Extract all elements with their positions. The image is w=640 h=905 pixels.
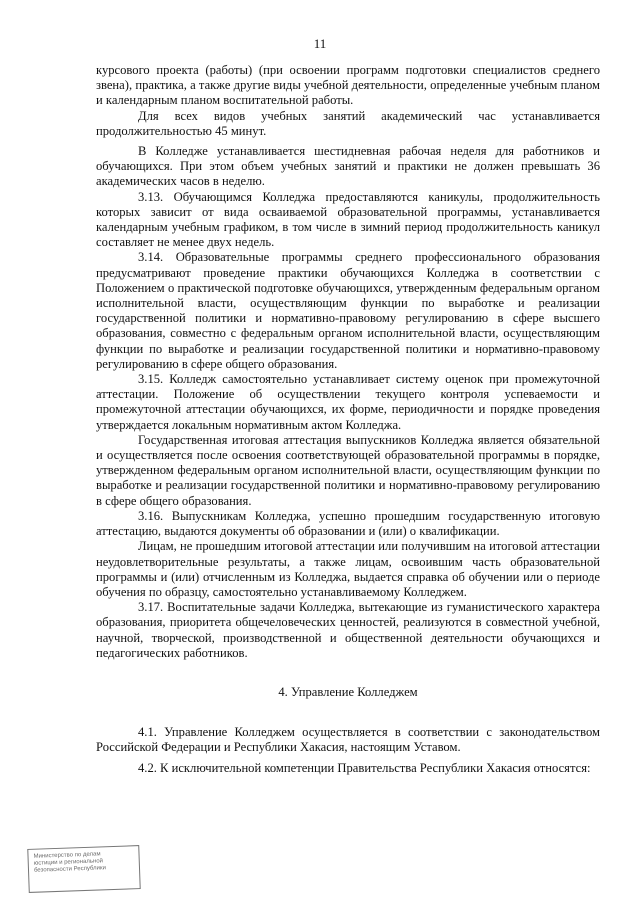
- section-heading: 4. Управление Колледжем: [278, 684, 418, 699]
- page-number: 11: [313, 36, 327, 51]
- paragraph-3-17: 3.17. Воспитательные задачи Колледжа, вытекающие из гуманистического характера образования, приоритета общечеловеческих ценностей, реализуются в совместной учебной, научной, творческой, производственной и общественной деятельности обучающихся и педагогических работников.: [96, 600, 600, 660]
- document-body: [96, 63, 600, 776]
- paragraph: В Колледже устанавливается шестидневная рабочая неделя для работников и обучающихся. При этом объем учебных занятий и практики не должен превышать 36 академических часов в неделю.: [96, 144, 600, 189]
- paragraph: Государственная итоговая аттестация выпускников Колледжа является обязательной и осуществляется после освоения соответствующей образовательной программы в порядке, утвержденном федеральным органом исполнительной власти, осуществляющим функции по выработке и реализации государственной политики и нормативно-правовому регулированию в сфере общего образования.: [96, 432, 600, 508]
- stamp-line: безопасности Республики: [33, 865, 107, 874]
- paragraph-4-2: 4.2. К исключительной компетенции Правительства Республики Хакасия относятся:: [138, 760, 591, 775]
- stamp-line: Министерство по делам: [33, 851, 101, 860]
- paragraph-3-16: 3.16. Выпускникам Колледжа, успешно прошедшим государственную итоговую аттестацию, выдаются документы об образовании и (или) о квалификации.: [96, 508, 600, 539]
- paragraph-3-15: 3.15. Колледж самостоятельно устанавливает систему оценок при промежуточной аттестации. Положение об осуществлении текущего контроля успеваемости и промежуточной аттестации обучающихся, их форме, периодичности и порядке проведения утверждается локальным нормативным актом Колледжа.: [96, 372, 600, 432]
- stamp-line: юстиции и региональной: [33, 858, 104, 867]
- paragraph: Для всех видов учебных занятий академический час устанавливается продолжительностью 45 минут.: [96, 108, 600, 138]
- paragraph-4-1: 4.1. Управление Колледжем осуществляется в соответствии с законодательством Российской Федерации и Республики Хакасия, настоящим Уставом.: [96, 725, 600, 755]
- registration-stamp: [27, 845, 140, 893]
- paragraph-3-14: 3.14. Образовательные программы среднего профессионального образования предусматривают проведение практики обучающихся Колледжа в соответствии с Положением о практической подготовке обучающихся, утвержденным федеральным органом исполнительной власти, осуществляющим функции по выработке и реализации государственной политики и нормативно-правовому регулированию в сфере высшего образования, совместно с федеральным органом исполнительной власти, осуществляющим функции по выработке и реализации государственной политики и нормативно-правовому регулированию в сфере общего образования.: [96, 250, 600, 371]
- paragraph: курсового проекта (работы) (при освоении программ подготовки специалистов среднего звена), практика, а также другие виды учебной деятельности, определенные учебным планом и календарным планом воспитательной работы.: [96, 63, 600, 108]
- paragraph: Лицам, не прошедшим итоговой аттестации или получившим на итоговой аттестации неудовлетворительные результаты, а также лицам, освоившим часть образовательной программы и (или) отчисленным из Колледжа, выдается справка об обучении или о периоде обучения по образцу, самостоятельно устанавливаемому Колледжем.: [96, 539, 600, 599]
- paragraph-3-13: 3.13. Обучающимся Колледжа предоставляются каникулы, продолжительность которых зависит от вида осваиваемой образовательной программы, устанавливается календарным учебным графиком, в том числе в зимний период продолжительность каникул составляет не менее двух недель.: [96, 189, 600, 250]
